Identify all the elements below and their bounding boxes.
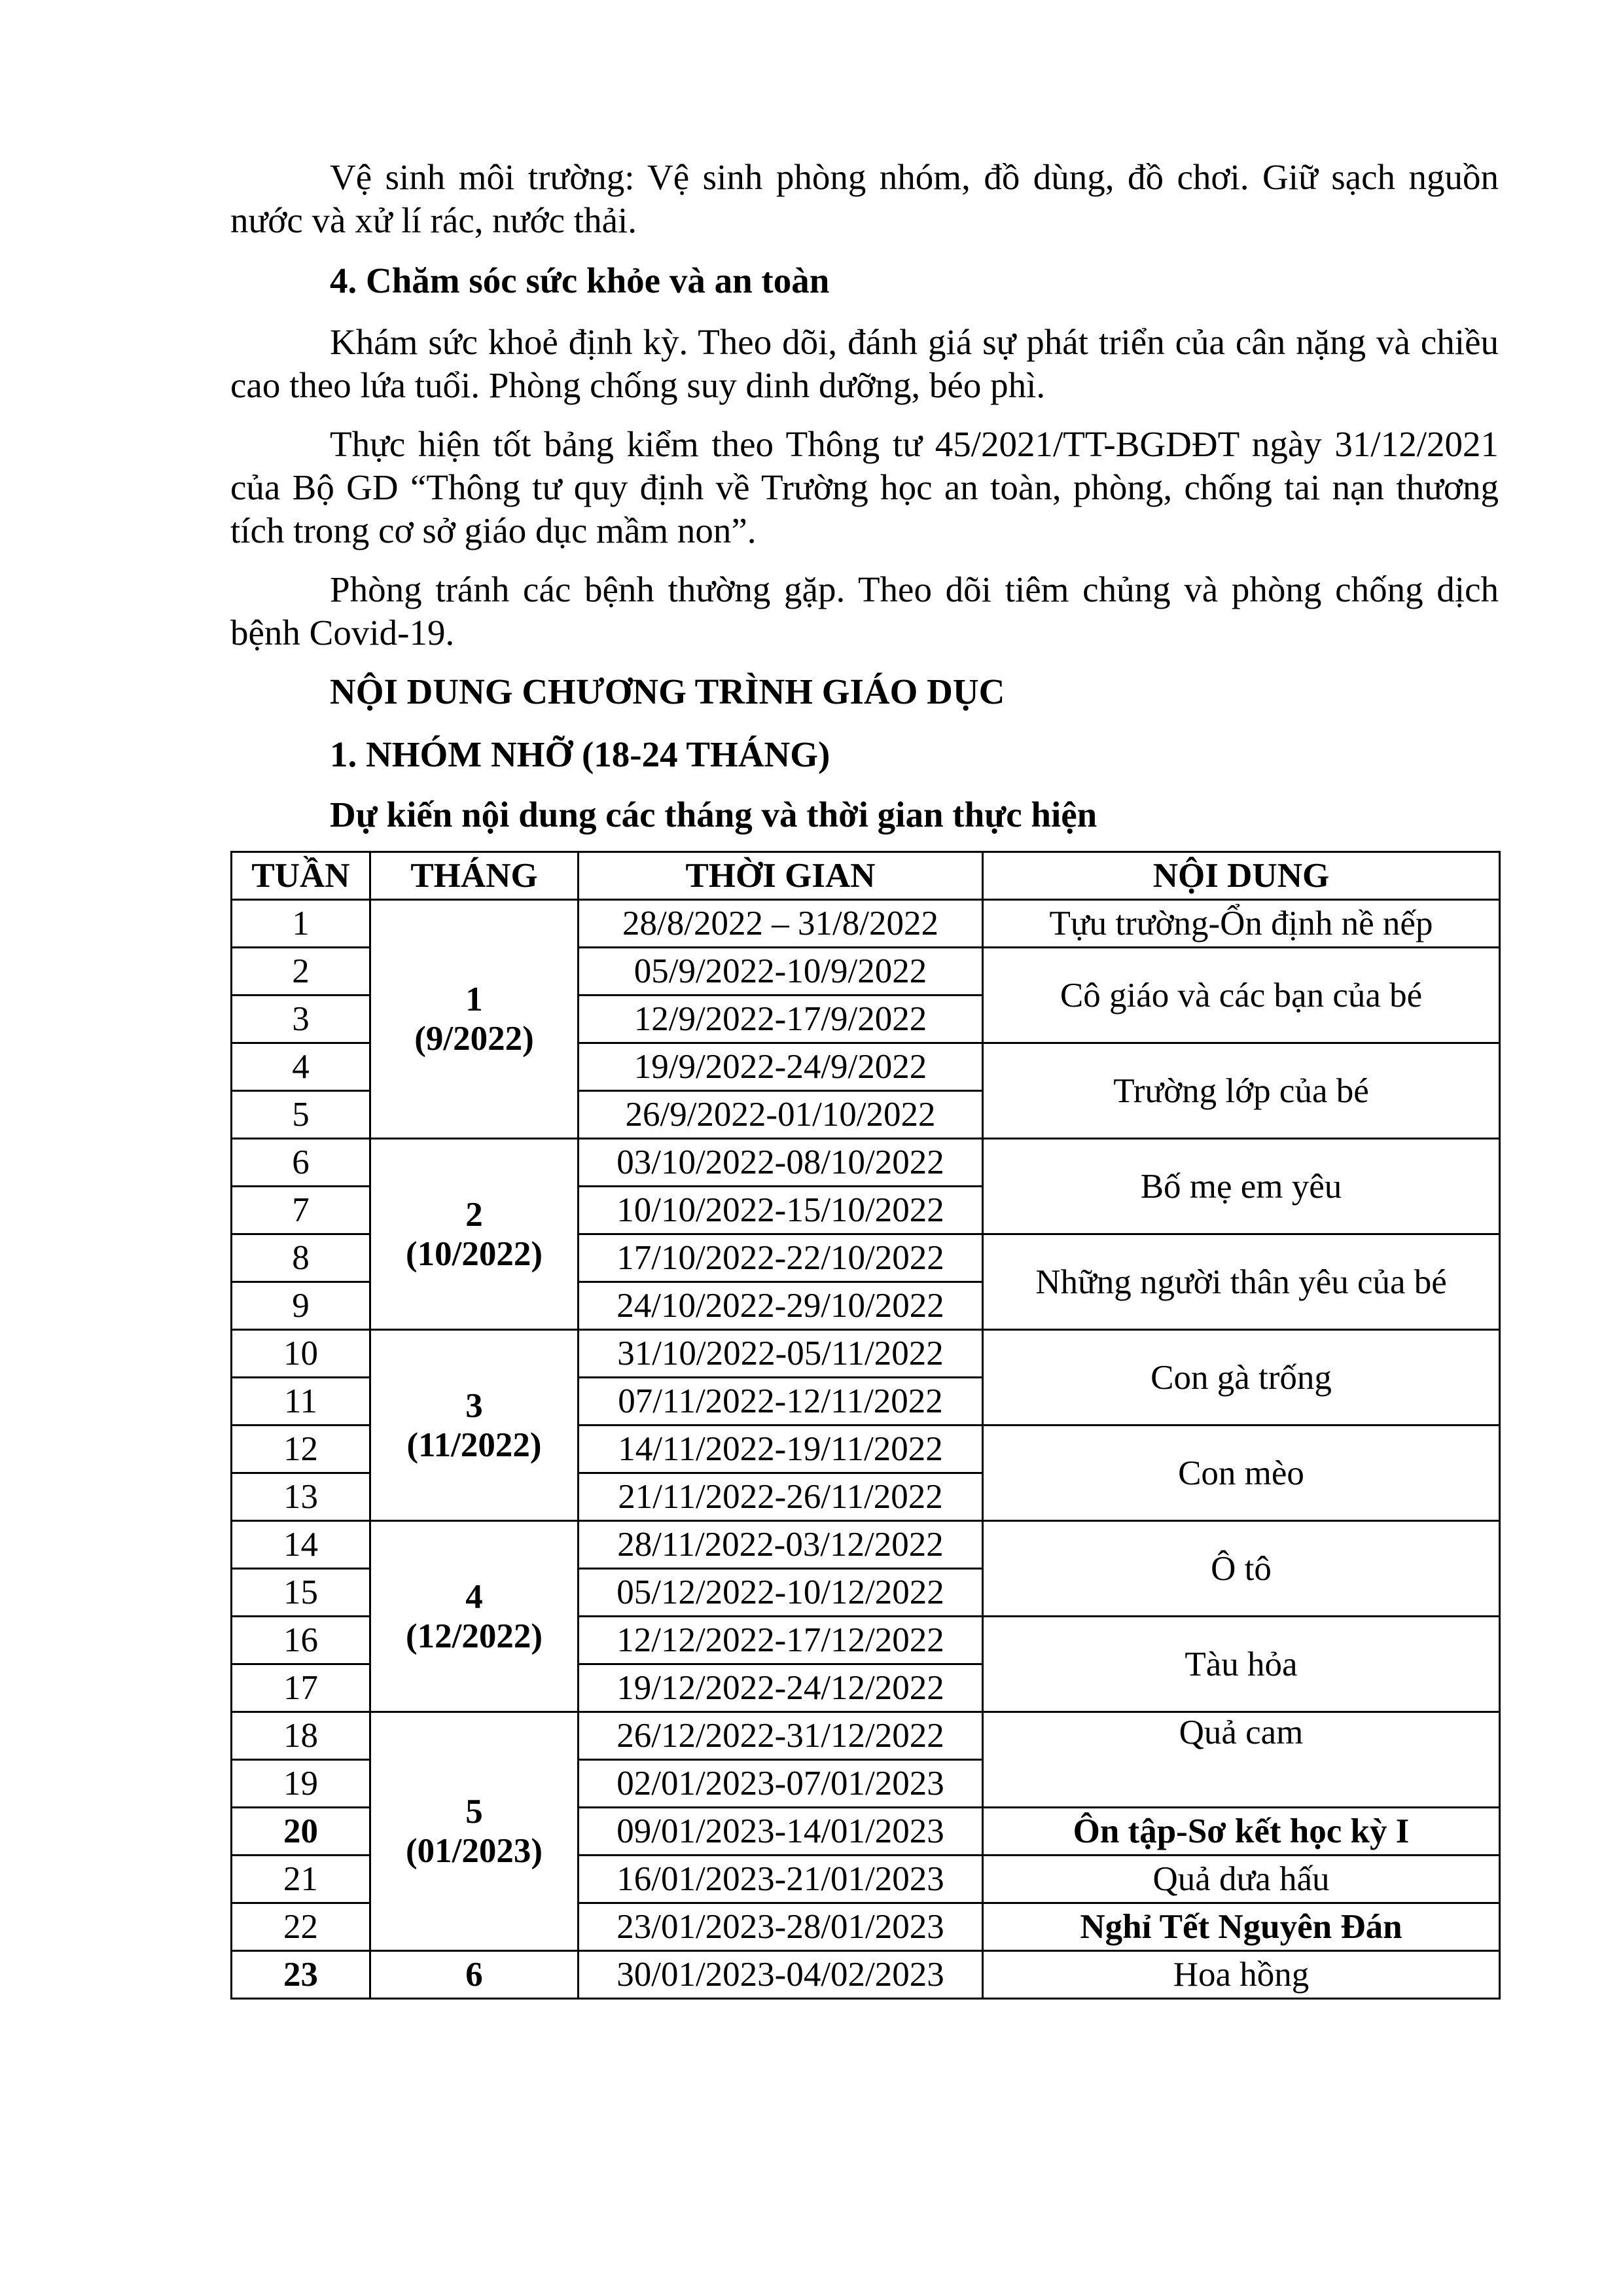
date-cell: 05/12/2022-10/12/2022 bbox=[579, 1569, 983, 1617]
week-cell: 10 bbox=[232, 1330, 370, 1378]
week-cell: 18 bbox=[232, 1712, 370, 1760]
date-cell: 17/10/2022-22/10/2022 bbox=[579, 1234, 983, 1282]
table-row bbox=[232, 1521, 1500, 1569]
group-heading-18-24-months: 1. NHÓM NHỠ (18-24 THÁNG) bbox=[330, 734, 830, 774]
week-cell: 14 bbox=[232, 1521, 370, 1569]
section-heading-education-program: NỘI DUNG CHƯƠNG TRÌNH GIÁO DỤC bbox=[330, 672, 1005, 711]
table-header-row bbox=[232, 852, 1500, 900]
week-cell: 15 bbox=[232, 1569, 370, 1617]
month-cell: 4 (12/2022) bbox=[370, 1521, 579, 1712]
content-cell: Con gà trống bbox=[983, 1330, 1500, 1426]
content-cell: Tựu trường-Ổn định nề nếp bbox=[983, 900, 1500, 948]
week-cell: 19 bbox=[232, 1760, 370, 1808]
week-cell: 8 bbox=[232, 1234, 370, 1282]
content-cell: Trường lớp của bé bbox=[983, 1043, 1500, 1139]
paragraph-environment-hygiene: Vệ sinh môi trường: Vệ sinh phòng nhóm, đồ dùng, đồ chơi. Giữ sạch nguồn nước và xử lí rác, nước thải. bbox=[230, 157, 1499, 240]
date-cell: 09/01/2023-14/01/2023 bbox=[579, 1808, 983, 1856]
content-cell: Cô giáo và các bạn của bé bbox=[983, 948, 1500, 1043]
week-cell: 20 bbox=[232, 1808, 370, 1856]
week-cell: 4 bbox=[232, 1043, 370, 1091]
date-cell: 28/11/2022-03/12/2022 bbox=[579, 1521, 983, 1569]
week-cell: 11 bbox=[232, 1378, 370, 1426]
week-cell: 5 bbox=[232, 1091, 370, 1139]
header-time: THỜI GIAN bbox=[579, 852, 983, 900]
month-cell: 1 (9/2022) bbox=[370, 900, 579, 1139]
week-cell: 21 bbox=[232, 1856, 370, 1903]
table-caption: Dự kiến nội dung các tháng và thời gian thực hiện bbox=[330, 795, 1097, 834]
header-week: TUẦN bbox=[232, 852, 370, 900]
content-cell: Ôn tập-Sơ kết học kỳ I bbox=[983, 1808, 1500, 1856]
week-cell: 22 bbox=[232, 1903, 370, 1951]
week-cell: 17 bbox=[232, 1664, 370, 1712]
content-cell: Tàu hỏa bbox=[983, 1617, 1500, 1712]
paragraph-disease-prevention: Phòng tránh các bệnh thường gặp. Theo dõi tiêm chủng và phòng chống dịch bệnh Covid-19. bbox=[230, 569, 1499, 653]
table-row bbox=[232, 1712, 1500, 1760]
content-cell: Nghỉ Tết Nguyên Đán bbox=[983, 1903, 1500, 1951]
date-cell: 24/10/2022-29/10/2022 bbox=[579, 1282, 983, 1330]
month-cell: 3 (11/2022) bbox=[370, 1330, 579, 1521]
table-row bbox=[232, 1951, 1500, 1999]
header-content: NỘI DUNG bbox=[983, 852, 1500, 900]
week-cell: 7 bbox=[232, 1187, 370, 1234]
date-cell: 31/10/2022-05/11/2022 bbox=[579, 1330, 983, 1378]
date-cell: 03/10/2022-08/10/2022 bbox=[579, 1139, 983, 1187]
week-cell: 9 bbox=[232, 1282, 370, 1330]
content-cell: Ô tô bbox=[983, 1521, 1500, 1617]
week-cell: 12 bbox=[232, 1426, 370, 1473]
paragraph-health-checkup: Khám sức khoẻ định kỳ. Theo dõi, đánh giá sự phát triển của cân nặng và chiều cao theo lứa tuổi. Phòng chống suy dinh dưỡng, béo phì. bbox=[230, 322, 1499, 405]
week-cell: 1 bbox=[232, 900, 370, 948]
week-cell: 6 bbox=[232, 1139, 370, 1187]
date-cell: 19/12/2022-24/12/2022 bbox=[579, 1664, 983, 1712]
week-cell: 23 bbox=[232, 1951, 370, 1999]
week-cell: 3 bbox=[232, 996, 370, 1043]
date-cell: 23/01/2023-28/01/2023 bbox=[579, 1903, 983, 1951]
month-cell: 2 (10/2022) bbox=[370, 1139, 579, 1330]
date-cell: 26/9/2022-01/10/2022 bbox=[579, 1091, 983, 1139]
table-row bbox=[232, 900, 1500, 948]
date-cell: 12/9/2022-17/9/2022 bbox=[579, 996, 983, 1043]
content-cell: Bố mẹ em yêu bbox=[983, 1139, 1500, 1234]
subheading-health-safety: 4. Chăm sóc sức khỏe và an toàn bbox=[330, 260, 830, 300]
table-row bbox=[232, 1139, 1500, 1187]
date-cell: 28/8/2022 – 31/8/2022 bbox=[579, 900, 983, 948]
date-cell: 16/01/2023-21/01/2023 bbox=[579, 1856, 983, 1903]
content-cell: Quả dưa hấu bbox=[983, 1856, 1500, 1903]
paragraph-circular-45: Thực hiện tốt bảng kiểm theo Thông tư 45/2021/TT-BGDĐT ngày 31/12/2021 của Bộ GD “Thông tư quy định về Trường học an toàn, phòng, chống tai nạn thương tích trong cơ sở giáo dục mầm non”. bbox=[230, 424, 1499, 550]
content-cell: Hoa hồng bbox=[983, 1951, 1500, 1999]
week-cell: 13 bbox=[232, 1473, 370, 1521]
date-cell: 30/01/2023-04/02/2023 bbox=[579, 1951, 983, 1999]
date-cell: 05/9/2022-10/9/2022 bbox=[579, 948, 983, 996]
date-cell: 02/01/2023-07/01/2023 bbox=[579, 1760, 983, 1808]
date-cell: 10/10/2022-15/10/2022 bbox=[579, 1187, 983, 1234]
date-cell: 14/11/2022-19/11/2022 bbox=[579, 1426, 983, 1473]
content-cell: Quả cam bbox=[983, 1712, 1500, 1808]
month-cell: 5 (01/2023) bbox=[370, 1712, 579, 1951]
date-cell: 07/11/2022-12/11/2022 bbox=[579, 1378, 983, 1426]
date-cell: 19/9/2022-24/9/2022 bbox=[579, 1043, 983, 1091]
schedule-table bbox=[230, 851, 1501, 2000]
content-cell: Con mèo bbox=[983, 1426, 1500, 1521]
content-cell: Những người thân yêu của bé bbox=[983, 1234, 1500, 1330]
date-cell: 26/12/2022-31/12/2022 bbox=[579, 1712, 983, 1760]
month-cell: 6 bbox=[370, 1951, 579, 1999]
header-month: THÁNG bbox=[370, 852, 579, 900]
date-cell: 12/12/2022-17/12/2022 bbox=[579, 1617, 983, 1664]
date-cell: 21/11/2022-26/11/2022 bbox=[579, 1473, 983, 1521]
week-cell: 16 bbox=[232, 1617, 370, 1664]
table-row bbox=[232, 1330, 1500, 1378]
week-cell: 2 bbox=[232, 948, 370, 996]
